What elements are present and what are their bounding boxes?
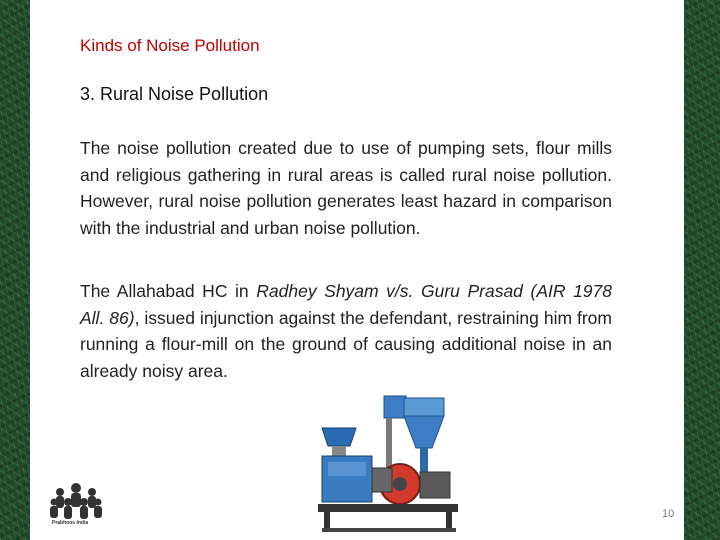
organization-logo — [46, 480, 106, 540]
page-number: 10 — [662, 508, 675, 520]
flour-mill-image — [292, 388, 492, 538]
case-text-part1: The Allahabad HC in — [80, 281, 257, 301]
paragraph-rural-noise: The noise pollution created due to use of pumping sets, flour mills and religious gathering in rural areas is called rural noise pollution. However, rural noise pollution generates least hazard in comparison with the industrial and urban noise pollution. — [80, 138, 612, 238]
header-title: Kinds of Noise Pollution — [80, 36, 260, 55]
case-citation: Radhey Shyam v/s. Guru Prasad (AIR 1978 All. 86) — [80, 281, 612, 328]
paragraph-case-law — [80, 278, 612, 384]
logo-text: Prabhoos India — [52, 520, 89, 526]
case-text-part2: , issued injunction against the defendant, restraining him from running a flour-mill on the ground of causing additional noise in an already noisy area. — [80, 307, 612, 381]
subtitle: 3. Rural Noise Pollution — [80, 84, 269, 104]
slide-canvas — [30, 0, 684, 540]
